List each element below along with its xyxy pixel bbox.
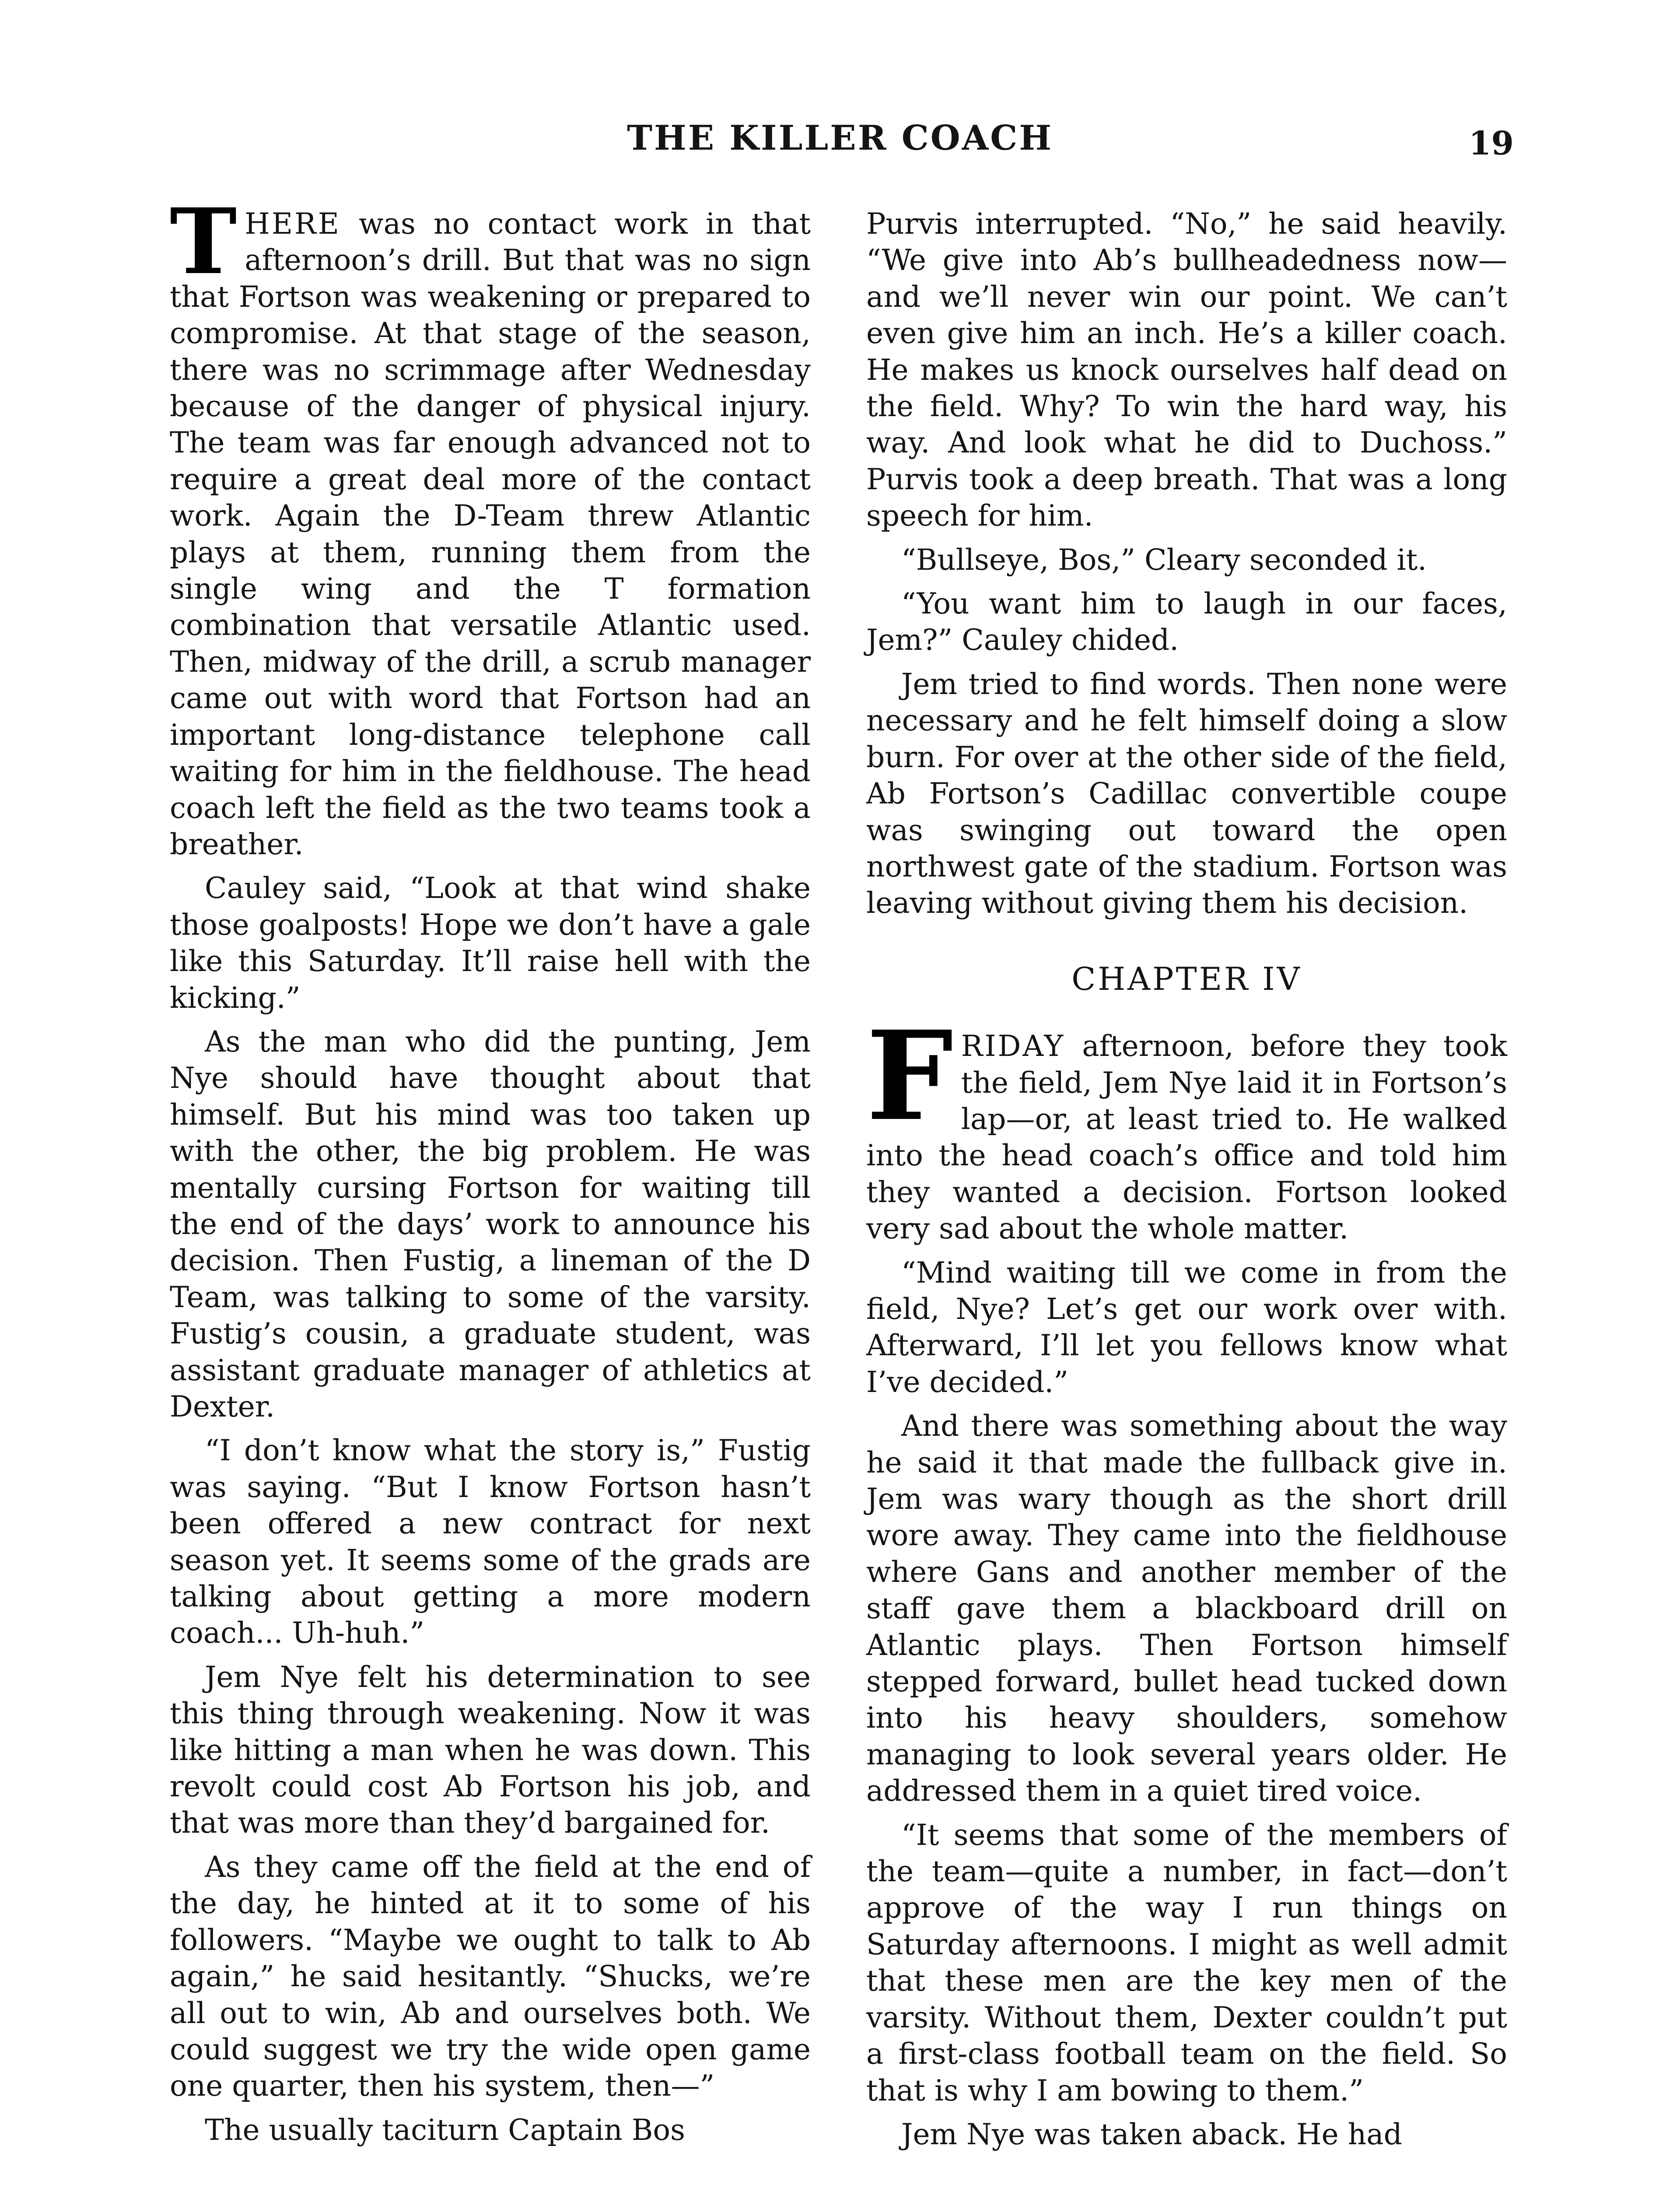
paragraph <box>170 189 811 863</box>
paragraph: As the man who did the punting, Jem Nye should have thought about that himself. But his mind was too taken up with the other, the big problem. He was mentally cursing Fortson for waiting till the end of the days’ work to announce his decision. Then Fustig, a lineman of the D Team, was talking to some of the varsity. Fustig’s cousin, a graduate student, was assistant graduate manager of athletics at Dexter. <box>170 1024 811 1424</box>
paragraph: Purvis interrupted. “No,” he said heavily. “We give into Ab’s bullheadedness now—and we’ll never win our point. We can’t even give him an inch. He’s a killer coach. He makes us knock ourselves half dead on the field. Why? To win the hard way, his way. And look what he did to Duchoss.” Purvis took a deep breath. That was a long speech for him. <box>866 207 1507 533</box>
chapter-heading: CHAPTER IV <box>1071 960 1302 997</box>
paragraph <box>866 1004 1507 1247</box>
lead-in-word: HERE <box>245 207 341 241</box>
left-text-column <box>170 189 811 2156</box>
paragraph: As they came off the field at the end of the day, he hinted at it to some of his followers. “Maybe we ought to talk to Ab again,” he said hesitantly. “Shucks, we’re all out to win, Ab and ourselves both. We could suggest we try the wide open game one quarter, then his system, then—” <box>170 1850 811 2103</box>
paragraph: Jem tried to find words. Then none were necessary and he felt himself doing a slow burn. For over at the other side of the field, Ab Fortson’s Cadillac convertible coupe was swinging out toward the open northwest gate of the stadium. Fortson was leaving without giving them his decision. <box>866 667 1507 920</box>
paragraph: And there was something about the way he said it that made the fullback give in. Jem was wary though as the short drill wore away. They came into the fieldhouse where Gans and another member of the staff gave them a blackboard drill on Atlantic plays. Then Fortson himself stepped forward, bullet head tucked down into his heavy shoulders, somehow managing to look several years older. He addressed them in a quiet tired voice. <box>866 1409 1507 1808</box>
drop-cap: T <box>170 189 237 295</box>
paragraph: “I don’t know what the story is,” Fustig was saying. “But I know Fortson hasn’t been offered a new contract for next season yet. It seems some of the grads are talking about getting a more modern coach... Uh-huh.” <box>170 1434 811 1650</box>
right-text-column <box>866 206 1507 2160</box>
running-head-title: THE KILLER COACH <box>626 118 1054 158</box>
page-number: 19 <box>1469 125 1514 162</box>
paragraph-text: afternoon, before they took the field, Jem Nye laid it in Fortson’s lap—or, at least tried to. He walked into the head coach’s office and told him they wanted a decision. Fortson looked very sad about the whole matter. <box>866 1029 1507 1246</box>
paragraph: “Mind waiting till we come in from the field, Nye? Let’s get our work over with. Afterward, I’ll let you fellows know what I’ve decided.” <box>866 1255 1507 1399</box>
paragraph: Jem Nye was taken aback. He had <box>901 2117 1402 2151</box>
lead-in-word: RIDAY <box>961 1029 1065 1063</box>
paragraph: Cauley said, “Look at that wind shake those goalposts! Hope we don’t have a gale like this Saturday. It’ll raise hell with the kicking.” <box>170 871 811 1015</box>
paragraph: Jem Nye felt his determination to see this thing through weakening. Now it was like hitting a man when he was down. This revolt could cost Ab Fortson his job, and that was more than they’d bargained for. <box>170 1660 811 1840</box>
paragraph-text: was no contact work in that afternoon’s drill. But that was no sign that Fortson was weakening or prepared to compromise. At that stage of the season, there was no scrimmage after Wednesday because of the danger of physical injury. The team was far enough advanced not to require a great deal more of the contact work. Again the D-Team threw Atlantic plays at them, running them from the single wing and the T formation combination that versatile Atlantic used. Then, midway of the drill, a scrub manager came out with word that Fortson had an important long-distance telephone call waiting for him in the fieldhouse. The head coach left the field as the two teams took a breather. <box>170 207 811 861</box>
paragraph: “You want him to laugh in our faces, Jem?” Cauley chided. <box>866 587 1507 657</box>
paragraph: “Bullseye, Bos,” Cleary seconded it. <box>901 543 1427 577</box>
drop-cap: F <box>866 1004 953 1149</box>
paragraph: The usually taciturn Captain Bos <box>205 2113 685 2147</box>
paragraph: “It seems that some of the members of the team—quite a number, in fact—don’t approve of the way I run things on Saturday afternoons. I might as well admit that these men are the key men of the varsity. Without them, Dexter couldn’t put a first-class football team on the field. So that is why I am bowing to them.” <box>866 1818 1507 2107</box>
